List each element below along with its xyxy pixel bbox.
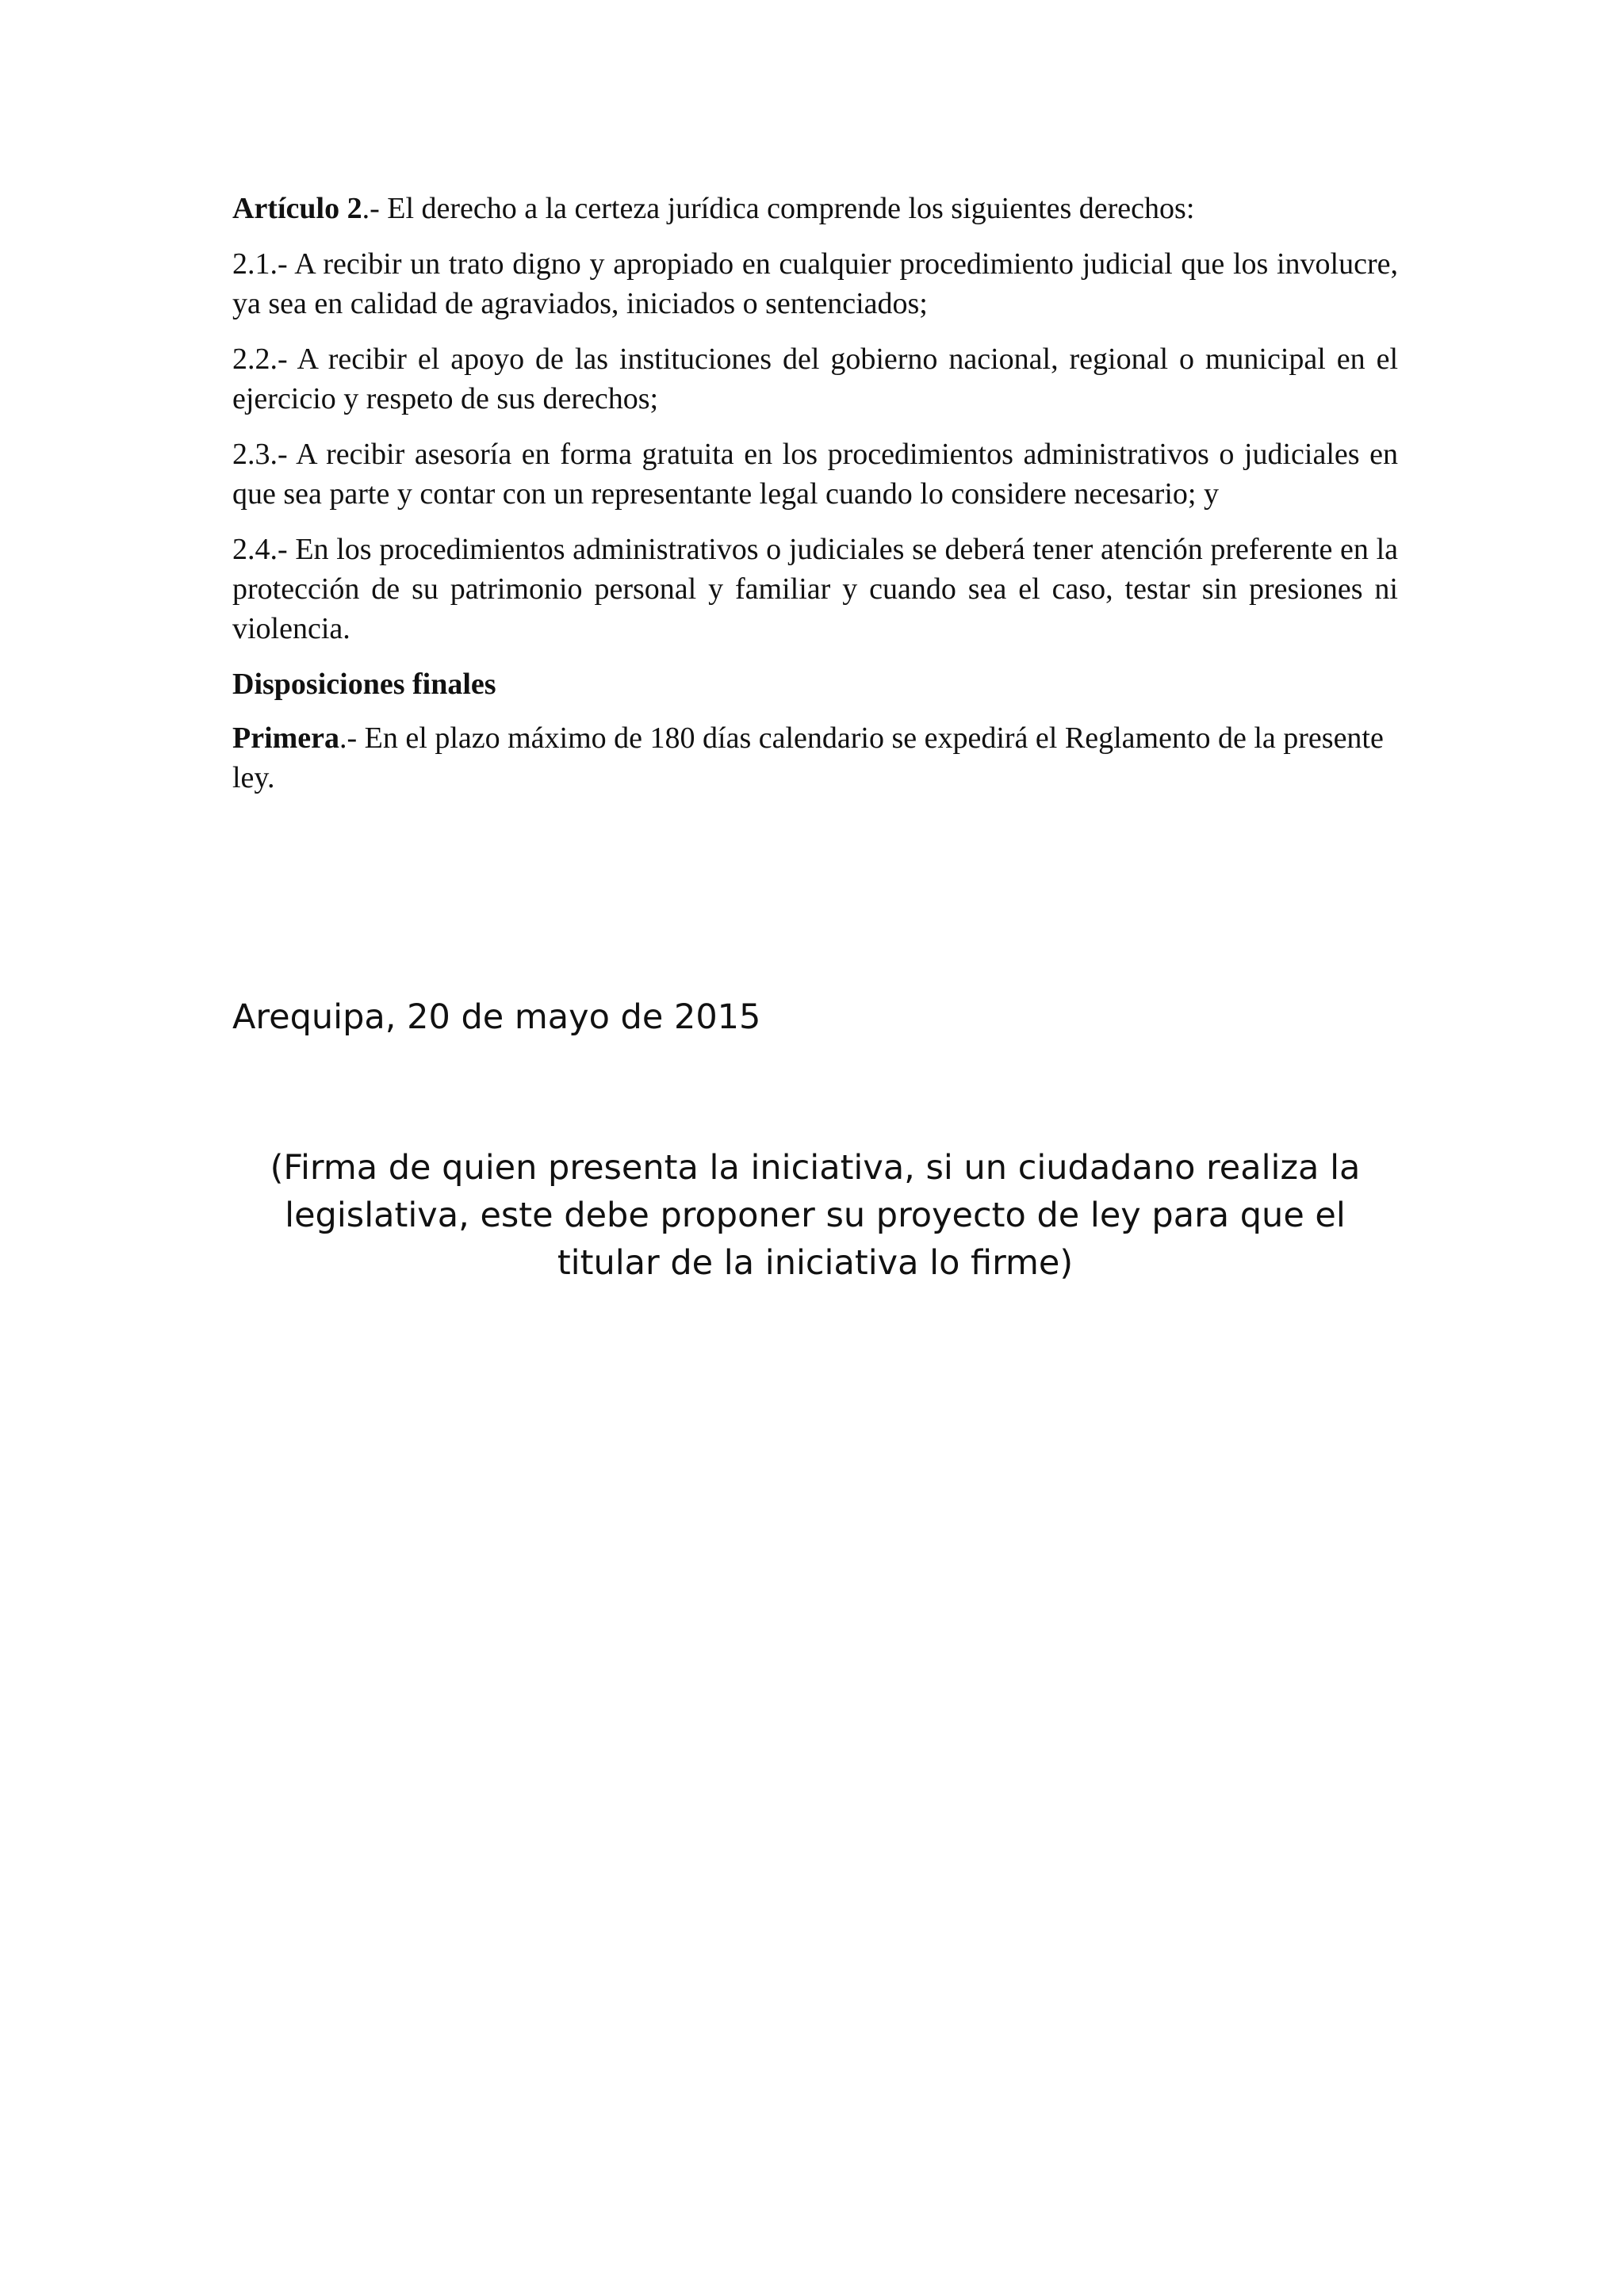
signature-note: (Firma de quien presenta la iniciativa, si un ciudadano realiza la legislativa, este debe proponer su proyecto de ley para que el titular de la iniciativa lo firme) (270, 1148, 1361, 1283)
article-2-text: .- El derecho a la certeza jurídica comprende los siguientes derechos: (362, 192, 1195, 225)
first-provision-lead: Primera (232, 721, 340, 755)
item-2-4: 2.4.- En los procedimientos administrativos o judiciales se deberá tener atención preferente en la protección de su patrimonio personal y familiar y cuando sea el caso, testar sin presiones ni violencia. (232, 533, 1398, 645)
document-body (232, 189, 1398, 813)
item-2-2: 2.2.- A recibir el apoyo de las instituciones del gobierno nacional, regional o municipal en el ejercicio y respeto de sus derechos; (232, 342, 1398, 415)
date-line: Arequipa, 20 de mayo de 2015 (232, 997, 761, 1037)
article-2-lead: Artículo 2 (232, 192, 362, 225)
item-2-3: 2.3.- A recibir asesoría en forma gratuita en los procedimientos administrativos o judiciales en que sea parte y contar con un representante legal cuando lo considere necesario; y (232, 438, 1398, 511)
final-provisions-heading: Disposiciones finales (232, 668, 496, 701)
article-2-paragraph (232, 189, 1398, 228)
first-provision-text: .- En el plazo máximo de 180 días calendario se expedirá el Reglamento de la presente ley. (232, 721, 1384, 794)
item-2-1: 2.1.- A recibir un trato digno y apropiado en cualquier procedimiento judicial que los involucre, ya sea en calidad de agraviados, iniciados o sentenciados; (232, 247, 1398, 320)
first-provision-paragraph (232, 718, 1398, 798)
